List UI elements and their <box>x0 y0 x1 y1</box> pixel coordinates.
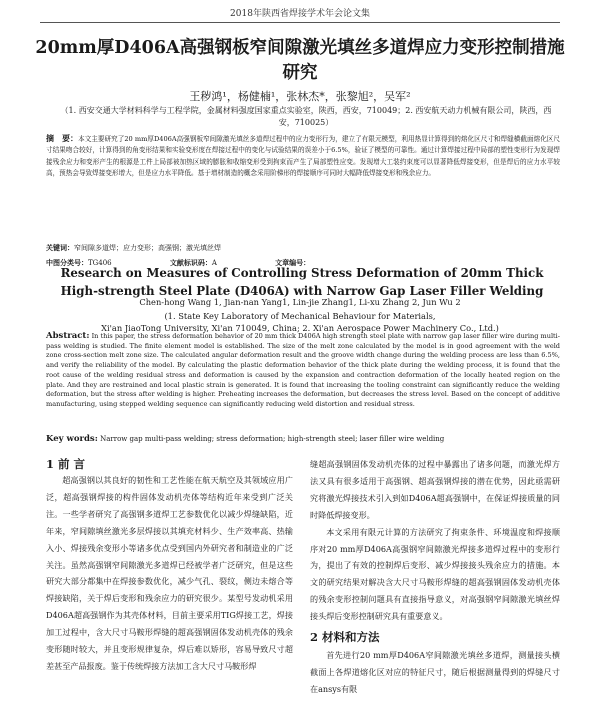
running-header: 2018年陕西省焊接学术年会论文集 <box>40 6 560 23</box>
en-authors: Chen-hong Wang 1, Jian-nan Yang1, Lin-jie Zhang1, Li-xu Zhang 2, Jun Wu 2 <box>139 297 461 307</box>
zh-class-doc-code: 文献标识码：A <box>169 258 217 267</box>
zh-abstract-text: 本文主要研究了20 mm厚D406A高强钢板窄间隙激光填丝多道焊过程中的应力变形行为，建立了有限元模型，利用热显计算得到的熔化区尺寸和焊缝横截面熔化区尺寸结果吻合较好，计算得到的角变形结果和实验变形度在焊接过程中的变化与试验结果的误差小于6.5%，验证了模型的可靠性。通过计算焊接过程中局部的塑性变形行为发现焊接残余应力和变形产生的根源是工件上局部被加热区域的膨胀和收缩变形受到拘束而产生了局部塑性应变。发现增大工装约束度可以显著降低焊接变形，但是焊后的应力水平较高，预热会导致焊接变形增大，但是应力水平降低。基于增材制造的概念采用阶梯形的焊接顺序可同时大幅降低焊接变形和残余应力。 <box>46 135 561 178</box>
zh-authors: 王秽鸿¹，杨健楠¹，张林杰*，张黎旭²，吴军² <box>189 90 411 103</box>
zh-keywords <box>46 243 221 253</box>
zh-class-article-no: 文章编号： <box>275 258 311 267</box>
en-abstract <box>46 332 560 410</box>
en-affiliation-line1: (1. State Key Laboratory of Mechanical Behaviour for Materials, <box>164 311 436 321</box>
en-keywords <box>46 434 444 444</box>
en-abstract-text: In this paper, the stress deformation behavior of 20 mm thick D406A high strength steel plate with narrow gap laser filler wire during multi-pass welding is studied. The finite element model is established. The size of the melt zone calculated by the model is in good agreement with the weld zone cross-section melt zone size. The calculated angular deformation result and the groove width change during the welding process are less than 6.5%, and verify the reliability of the model. By calculating the plastic deformation behavior of the thick plate during the welding process, it is found that the root cause of the welding residual stress and deformation is caused by the expansion and contraction deformation of the locally heated region on the plate. And they are restrained and local plastic strain is generated. It is found that increasing the tooling constraint can significantly reduce the welding deformation, but the stress after welding is higher. Preheating increases the deformation, but decreases the stress level. Based on the concept of additive manufacturing, using stepped welding sequence can significantly reducing weld distortion and residual stress. <box>46 332 560 408</box>
section-2-title: 2 材料和方法 <box>310 630 380 645</box>
section-1-title: 1 前 言 <box>46 457 86 471</box>
zh-keywords-text: 窄间隙多道焊；应力变形；高强钢；激光填丝焊 <box>74 244 221 252</box>
section-1-paragraph: 超高强钢以其良好的韧性和工艺性能在航天航空及其领域应用广泛，超高强钢焊接的构件固体发动机壳体等结构近年来受到广泛关注。一些学者研究了高强钢多道焊工艺参数优化以减少焊缝缺陷，近年来，窄间隙填丝激光多层焊接以其填充材料少、生产效率高、热输入小、焊接残余变形小等诸多优点受到国内外研究者和制造业的广泛关注。虽然高强钢窄间隙激光多道焊已经被学者广泛研究，但是这些研究大部分都集中在焊接参数优化，减少气孔、裂纹，侧边未熔合等焊接缺陷，关于焊后变形和残余应力的研究很少。某型号发动机采用D406A超高强钢作为其壳体材料，目前主要采用TIG焊接工艺，焊接加工过程中，含大尺寸马鞍形焊缝的超高强钢固体发动机壳体的残余变形随时较大，并且变形规律复杂，焊后难以矫形，容易导致尺寸超差甚至产品报废。鉴于传统焊接方法加工含大尺寸马鞍形焊 <box>46 475 293 671</box>
zh-affiliation: （1. 西安交通大学材料科学与工程学院，金属材料强度国家重点实验室，陕西，西安，710049；2. 西安航天动力机械有限公司，陕西，西安，710025） <box>60 106 552 127</box>
en-keywords-text: Narrow gap multi-pass welding; stress deformation; high-strength steel; laser filler wire welding <box>100 435 445 443</box>
section-1-paragraph-2: 本文采用有限元计算的方法研究了拘束条件、环境温度和焊接顺序对20 mm厚D406A高强钢窄间隙激光焊接多道焊过程中的变形行为，提出了有效的控制焊后变形、减少焊接接头残余应力的措施。本文的研究结果对解决含大尺寸马鞍形焊缝的超高强钢固体发动机壳体的残余变形控制问题具有直接指导意义，对高强钢窄间隙激光填丝焊接头焊后变形控制研究具有重要意义。 <box>310 526 560 622</box>
section-2-paragraph: 首先进行20 mm厚D406A窄间隙激光填丝多道焊，测量接头横截面上各焊道熔化区对应的特征尺寸，随后根据测量得到的焊缝尺寸在ansys有限 <box>310 650 560 694</box>
en-abstract-label: Abstract: <box>46 331 90 341</box>
en-title: Research on Measures of Controlling Stress Deformation of 20mm Thick High-strength Steel Plate (D406A) with Narrow Gap Laser Filler Welding <box>60 266 544 298</box>
en-affiliation-line2: Xi'an JiaoTong University, Xi'an 710049, China; 2. Xi'an Aerospace Power Machinery Co., Ltd.) <box>101 323 499 333</box>
zh-keywords-label: 关键词： <box>46 243 74 252</box>
section-1-continued: 缝超高强钢固体发动机壳体的过程中暴露出了诸多问题，而激光焊方法又具有很多适用于高强钢、超高强钢焊接的潜在优势，因此亟需研究将激光焊接技术引入到如D406A超高强钢中，在保证焊接质量的同时降低焊接变形。 <box>310 459 560 520</box>
body-left-column <box>46 456 293 675</box>
en-keywords-label: Key words: <box>46 434 98 444</box>
zh-abstract-label: 摘 要： <box>46 133 79 143</box>
zh-abstract <box>46 133 560 180</box>
zh-title: 20mm厚D406A高强钢板窄间隙激光填丝多道焊应力变形控制措施研究 <box>35 38 565 83</box>
body-right-column <box>310 456 560 698</box>
zh-class-clc: 中图分类号：TG406 <box>46 258 112 267</box>
